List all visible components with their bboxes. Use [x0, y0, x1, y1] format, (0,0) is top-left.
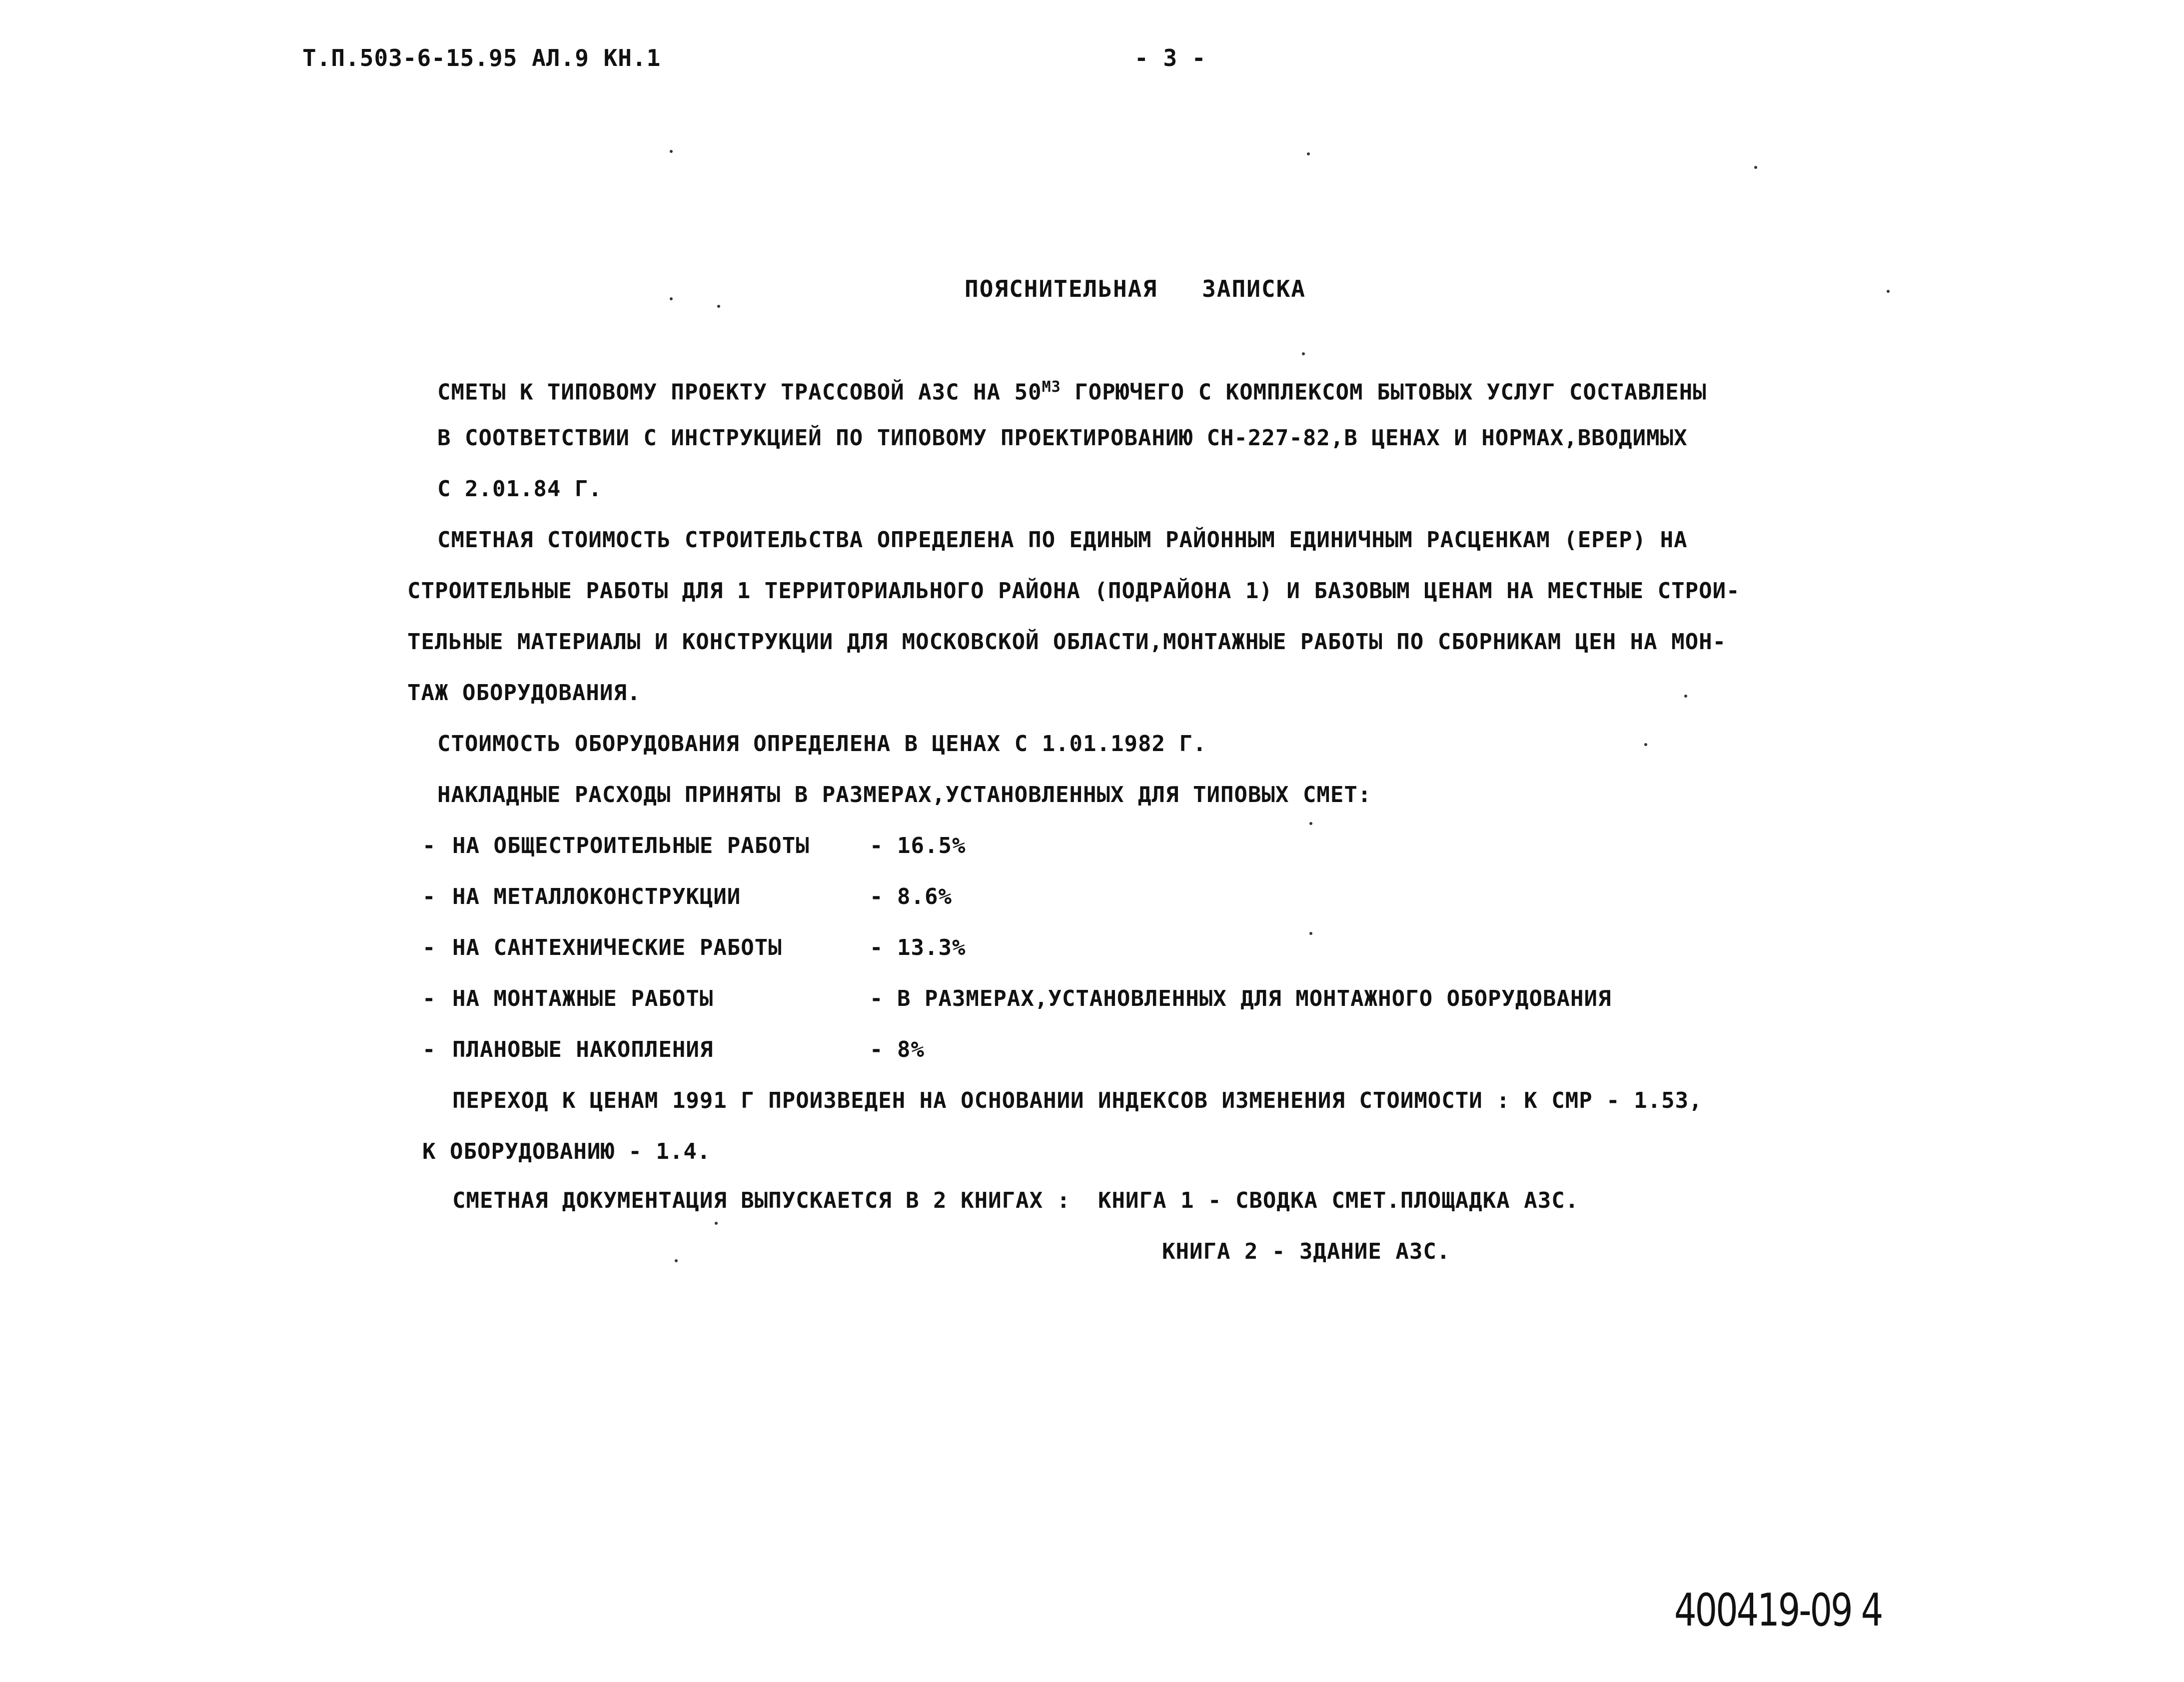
rate-row [422, 984, 1611, 1014]
scan-speck [1754, 166, 1757, 169]
rate-value: - 8.6% [870, 884, 952, 909]
rate-value: - В РАЗМЕРАХ,УСТАНОВЛЕННЫХ ДЛЯ МОНТАЖНОГО ОБОРУДОВАНИЯ [870, 986, 1612, 1011]
rate-row [422, 1035, 925, 1065]
page-number: - 3 - [1134, 44, 1206, 71]
document-code: Т.П.503-6-15.95 АЛ.9 КН.1 [302, 44, 661, 71]
scan-speck [717, 305, 720, 308]
scan-speck [1302, 352, 1305, 355]
paragraph-3: СТОИМОСТЬ ОБОРУДОВАНИЯ ОПРЕДЕЛЕНА В ЦЕНАХ С 1.01.1982 Г. [437, 731, 1207, 757]
rate-label: НА САНТЕХНИЧЕСКИЕ РАБОТЫ [452, 935, 782, 960]
rate-row [422, 831, 966, 861]
paragraph-2-line-4: ТАЖ ОБОРУДОВАНИЯ. [407, 680, 641, 706]
rate-row [422, 933, 966, 963]
rate-dash: - [422, 884, 436, 909]
scan-speck [1684, 695, 1687, 698]
paragraph-1-line-1-end: ГОРЮЧЕГО С КОМПЛЕКСОМ БЫТОВЫХ УСЛУГ СОСТАВЛЕНЫ [1061, 379, 1707, 405]
scan-speck [670, 297, 673, 300]
rate-dash: - [422, 833, 436, 858]
paragraph-2-line-2: СТРОИТЕЛЬНЫЕ РАБОТЫ ДЛЯ 1 ТЕРРИТОРИАЛЬНОГО РАЙОНА (ПОДРАЙОНА 1) И БАЗОВЫМ ЦЕНАМ НА МЕСТНЫЕ СТРОИ- [407, 578, 1740, 604]
paragraph-1-line-2: В СООТВЕТСТВИИ С ИНСТРУКЦИЕЙ ПО ТИПОВОМУ ПРОЕКТИРОВАНИЮ СН-227-82,В ЦЕНАХ И НОРМАХ,ВВОДИМЫХ [437, 425, 1688, 451]
rate-value: - 13.3% [870, 935, 966, 960]
paragraph-1-line-1-start: СМЕТЫ К ТИПОВОМУ ПРОЕКТУ ТРАССОВОЙ АЗС НА 50 [437, 379, 1042, 405]
paragraph-6-line-2: КНИГА 2 - ЗДАНИЕ АЗС. [1162, 1239, 1451, 1264]
rate-label: НА ОБЩЕСТРОИТЕЛЬНЫЕ РАБОТЫ [452, 833, 810, 858]
paragraph-1-line-3: С 2.01.84 Г. [437, 476, 602, 502]
rate-label: ПЛАНОВЫЕ НАКОПЛЕНИЯ [452, 1037, 714, 1062]
rate-label: НА МЕТАЛЛОКОНСТРУКЦИИ [452, 884, 741, 909]
scan-speck [1309, 822, 1312, 825]
paragraph-5-line-1: ПЕРЕХОД К ЦЕНАМ 1991 Г ПРОИЗВЕДЕН НА ОСНОВАНИИ ИНДЕКСОВ ИЗМЕНЕНИЯ СТОИМОСТИ : К СМР - 1.53, [452, 1088, 1703, 1113]
rate-dash: - [422, 986, 436, 1011]
scan-speck [670, 150, 673, 153]
rate-dash: - [422, 1037, 436, 1062]
rate-value: - 16.5% [870, 833, 966, 858]
scan-speck [1644, 743, 1647, 746]
paragraph-2-line-1: СМЕТНАЯ СТОИМОСТЬ СТРОИТЕЛЬСТВА ОПРЕДЕЛЕНА ПО ЕДИНЫМ РАЙОННЫМ ЕДИНИЧНЫМ РАСЦЕНКАМ (ЕРЕР) НА [437, 527, 1688, 553]
paragraph-1-line-1 [437, 372, 1707, 408]
rate-value: - 8% [870, 1037, 925, 1062]
rate-dash: - [422, 935, 436, 960]
handwritten-archive-number: 400419-09 4 [1674, 1584, 1882, 1637]
rate-row [422, 882, 952, 912]
scan-speck [715, 1222, 718, 1225]
scan-speck [1309, 932, 1312, 935]
paragraph-6-line-1: СМЕТНАЯ ДОКУМЕНТАЦИЯ ВЫПУСКАЕТСЯ В 2 КНИГАХ : КНИГА 1 - СВОДКА СМЕТ.ПЛОЩАДКА АЗС. [452, 1188, 1579, 1213]
paragraph-5-line-2: К ОБОРУДОВАНИЮ - 1.4. [422, 1139, 711, 1164]
unit-superscript: М3 [1042, 378, 1061, 396]
paragraph-4: НАКЛАДНЫЕ РАСХОДЫ ПРИНЯТЫ В РАЗМЕРАХ,УСТАНОВЛЕННЫХ ДЛЯ ТИПОВЫХ СМЕТ: [437, 782, 1372, 808]
scan-speck [675, 1259, 678, 1262]
document-title: ПОЯСНИТЕЛЬНАЯ ЗАПИСКА [965, 275, 1306, 302]
rate-label: НА МОНТАЖНЫЕ РАБОТЫ [452, 986, 714, 1011]
scan-speck [1887, 290, 1890, 293]
scan-speck [1307, 152, 1310, 155]
paragraph-2-line-3: ТЕЛЬНЫЕ МАТЕРИАЛЫ И КОНСТРУКЦИИ ДЛЯ МОСКОВСКОЙ ОБЛАСТИ,МОНТАЖНЫЕ РАБОТЫ ПО СБОРНИКАМ ЦЕН НА МОН- [407, 629, 1727, 655]
